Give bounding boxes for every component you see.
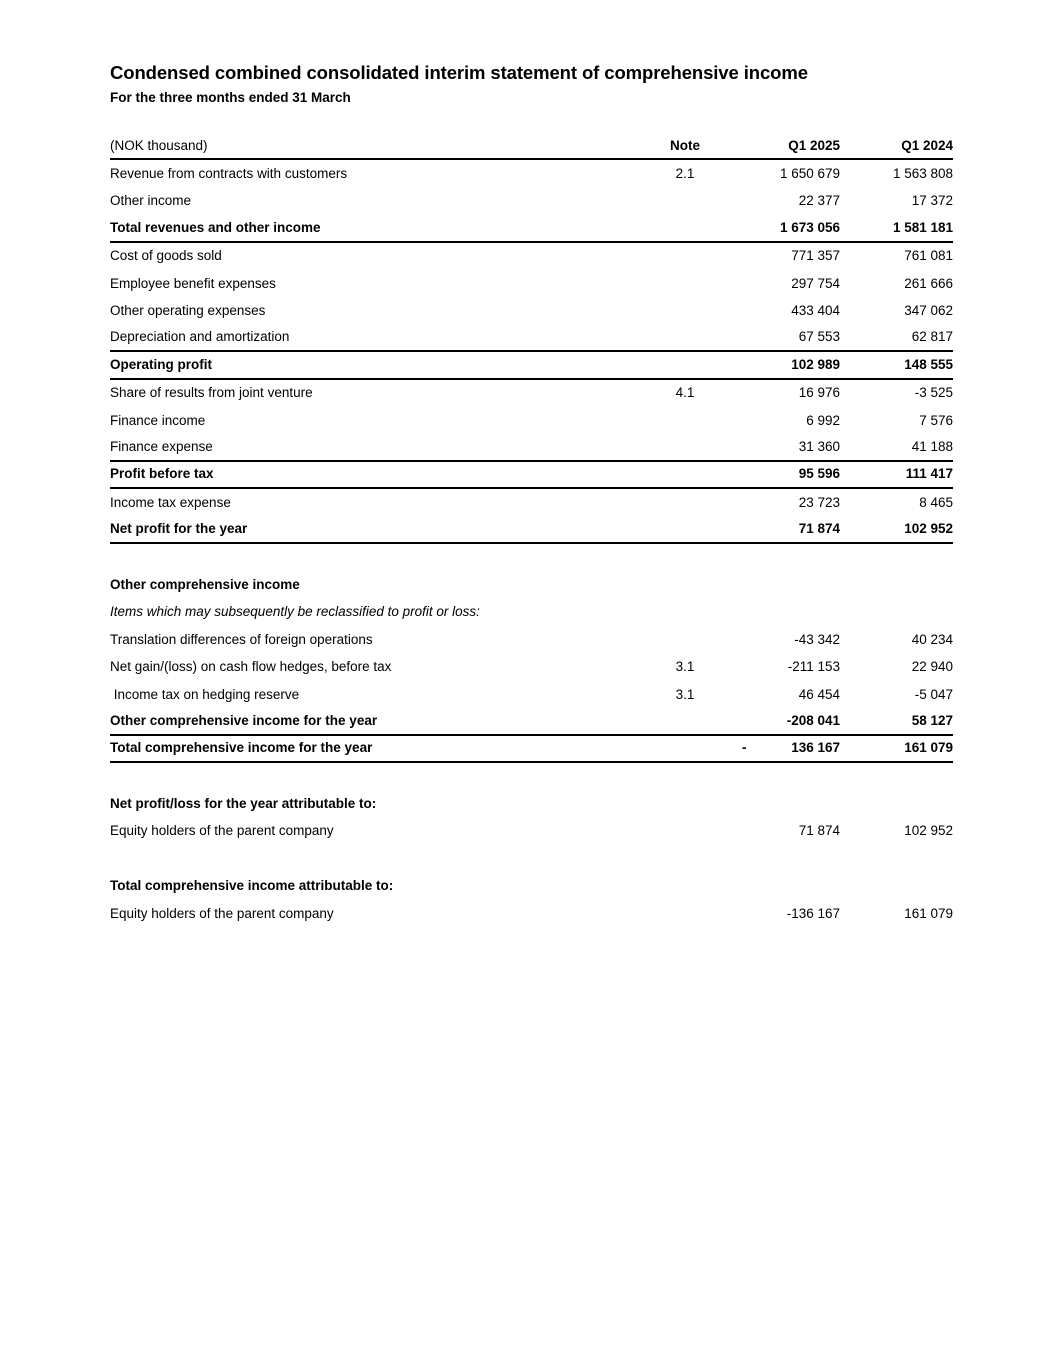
table-row (110, 736, 953, 763)
row-value-q1-2025 (715, 248, 840, 264)
row-value-q1-2024: 261 666 (904, 275, 953, 291)
negative-dash: - (742, 740, 747, 756)
row-value-q1-2024: 761 081 (904, 248, 953, 264)
table-row (110, 380, 953, 407)
section-label: Other comprehensive income (110, 576, 300, 592)
row-value-q1-2025 (715, 357, 840, 373)
row-value-q1-2025 (715, 166, 840, 182)
row-value-q1-2024: 17 372 (911, 193, 953, 209)
section-label: Net profit/loss for the year attributable to: (110, 796, 377, 812)
row-value-q1-2025 (715, 303, 840, 319)
column-header-note: Note (670, 137, 700, 153)
section-heading (110, 790, 953, 817)
value-text: 22 377 (798, 193, 840, 209)
table-row (110, 818, 953, 845)
value-text: -211 153 (787, 659, 840, 675)
row-label: Equity holders of the parent company (110, 823, 334, 839)
section-label: Total comprehensive income attributable to: (110, 878, 394, 894)
value-text: 67 553 (798, 329, 840, 345)
row-value-q1-2024: 22 940 (911, 659, 953, 675)
value-text: 23 723 (798, 494, 840, 510)
row-label: Other income (110, 193, 192, 209)
value-text: -208 041 (786, 712, 840, 728)
row-value-q1-2024: 161 079 (904, 740, 953, 756)
row-value-q1-2024: 41 188 (911, 438, 953, 454)
row-value-q1-2024: 1 563 808 (892, 166, 953, 182)
section-heading (110, 571, 953, 598)
table-row (110, 243, 953, 270)
section-heading (110, 873, 953, 900)
row-label: Total comprehensive income for the year (110, 740, 373, 756)
row-value-q1-2024: 347 062 (904, 303, 953, 319)
value-text: 771 357 (791, 248, 840, 264)
row-label: Finance income (110, 412, 206, 428)
row-value-q1-2025 (715, 385, 840, 401)
spacer (110, 845, 953, 872)
table-row (110, 462, 953, 489)
row-value-q1-2024: 58 127 (911, 712, 953, 728)
table-row (110, 434, 953, 461)
row-value-q1-2024: 161 079 (904, 905, 953, 921)
row-value-q1-2025 (715, 439, 840, 455)
row-label: Income tax on hedging reserve (110, 686, 300, 702)
value-text: 1 673 056 (779, 219, 840, 235)
row-value-q1-2024: 7 576 (919, 412, 953, 428)
table-row (110, 407, 953, 434)
page-title: Condensed combined consolidated interim statement of comprehensive income (110, 62, 808, 83)
row-value-q1-2024: 102 952 (904, 521, 953, 537)
row-label: Translation differences of foreign operations (110, 631, 373, 647)
row-label: Employee benefit expenses (110, 275, 276, 291)
row-value-q1-2024: 40 234 (911, 631, 953, 647)
table-row (110, 653, 953, 680)
value-text: 16 976 (798, 385, 840, 401)
table-row (110, 516, 953, 543)
value-text: -43 342 (794, 631, 840, 647)
row-value-q1-2025 (715, 906, 840, 922)
value-text: 102 989 (791, 356, 840, 372)
table-row (110, 325, 953, 352)
row-label: Equity holders of the parent company (110, 905, 334, 921)
row-value-q1-2024: 8 465 (919, 494, 953, 510)
row-value-q1-2025 (715, 687, 840, 703)
section-label: Items which may subsequently be reclassified to profit or loss: (110, 604, 480, 620)
row-label: Net profit for the year (110, 521, 248, 537)
row-label: Share of results from joint venture (110, 385, 313, 401)
row-label: Depreciation and amortization (110, 329, 290, 345)
row-value-q1-2024: 102 952 (904, 823, 953, 839)
row-value-q1-2025 (715, 220, 840, 236)
table-row (110, 489, 953, 516)
row-value-q1-2024: 148 555 (904, 356, 953, 372)
table-row (110, 626, 953, 653)
table-body (110, 160, 953, 927)
row-value-q1-2024: 111 417 (905, 466, 953, 482)
value-text: 136 167 (791, 740, 840, 756)
table-row (110, 352, 953, 379)
row-label: Operating profit (110, 356, 212, 372)
value-text: 95 596 (798, 466, 840, 482)
column-header-q1-2025: Q1 2025 (788, 137, 840, 153)
row-note: 4.1 (675, 385, 695, 401)
row-value-q1-2025 (715, 276, 840, 292)
row-label: Other comprehensive income for the year (110, 712, 378, 728)
row-value-q1-2025 (715, 413, 840, 429)
spacer (110, 544, 953, 571)
value-text: 71 874 (798, 521, 840, 537)
table-row (110, 900, 953, 927)
value-text: 297 754 (791, 275, 840, 291)
table-row (110, 270, 953, 297)
row-value-q1-2025 (715, 521, 840, 537)
row-label: Revenue from contracts with customers (110, 166, 348, 182)
table-row (110, 297, 953, 324)
value-text: -136 167 (786, 905, 840, 921)
value-text: 1 650 679 (779, 166, 840, 182)
table-row (110, 215, 953, 242)
row-value-q1-2025 (715, 713, 840, 729)
row-label: Net gain/(loss) on cash flow hedges, before tax (110, 659, 392, 675)
row-label: Cost of goods sold (110, 248, 222, 264)
spacer (110, 763, 953, 790)
row-note: 3.1 (675, 686, 695, 702)
table-row (110, 708, 953, 735)
financial-statement-page (110, 62, 953, 927)
income-statement-table (110, 133, 953, 927)
row-label: Finance expense (110, 438, 213, 454)
page-subtitle: For the three months ended 31 March (110, 90, 351, 105)
value-text: 46 454 (798, 686, 840, 702)
column-header-q1-2024: Q1 2024 (901, 137, 953, 153)
row-value-q1-2024: 62 817 (911, 329, 953, 345)
row-note: 2.1 (675, 166, 695, 182)
row-value-q1-2025 (715, 823, 840, 839)
row-value-q1-2024: -5 047 (914, 686, 953, 702)
value-text: 433 404 (791, 303, 840, 319)
row-value-q1-2025 (715, 495, 840, 511)
row-value-q1-2024: 1 581 181 (892, 219, 953, 235)
row-label: Income tax expense (110, 494, 231, 510)
row-label: Other operating expenses (110, 303, 266, 319)
row-label: Profit before tax (110, 466, 214, 482)
row-value-q1-2025 (715, 329, 840, 345)
row-label: Total revenues and other income (110, 219, 321, 235)
table-header-row (110, 133, 953, 160)
column-header-nok-thousand: (NOK thousand) (110, 137, 208, 153)
table-row (110, 681, 953, 708)
row-note: 3.1 (675, 659, 695, 675)
row-value-q1-2025 (715, 466, 840, 482)
section-note (110, 599, 953, 626)
row-value-q1-2025 (715, 740, 840, 756)
row-value-q1-2025 (715, 659, 840, 675)
table-row (110, 160, 953, 187)
value-text: 31 360 (798, 438, 840, 454)
row-value-q1-2025 (715, 193, 840, 209)
row-value-q1-2025 (715, 632, 840, 648)
value-text: 71 874 (798, 823, 840, 839)
row-value-q1-2024: -3 525 (914, 385, 953, 401)
value-text: 6 992 (806, 412, 840, 428)
table-row (110, 188, 953, 215)
